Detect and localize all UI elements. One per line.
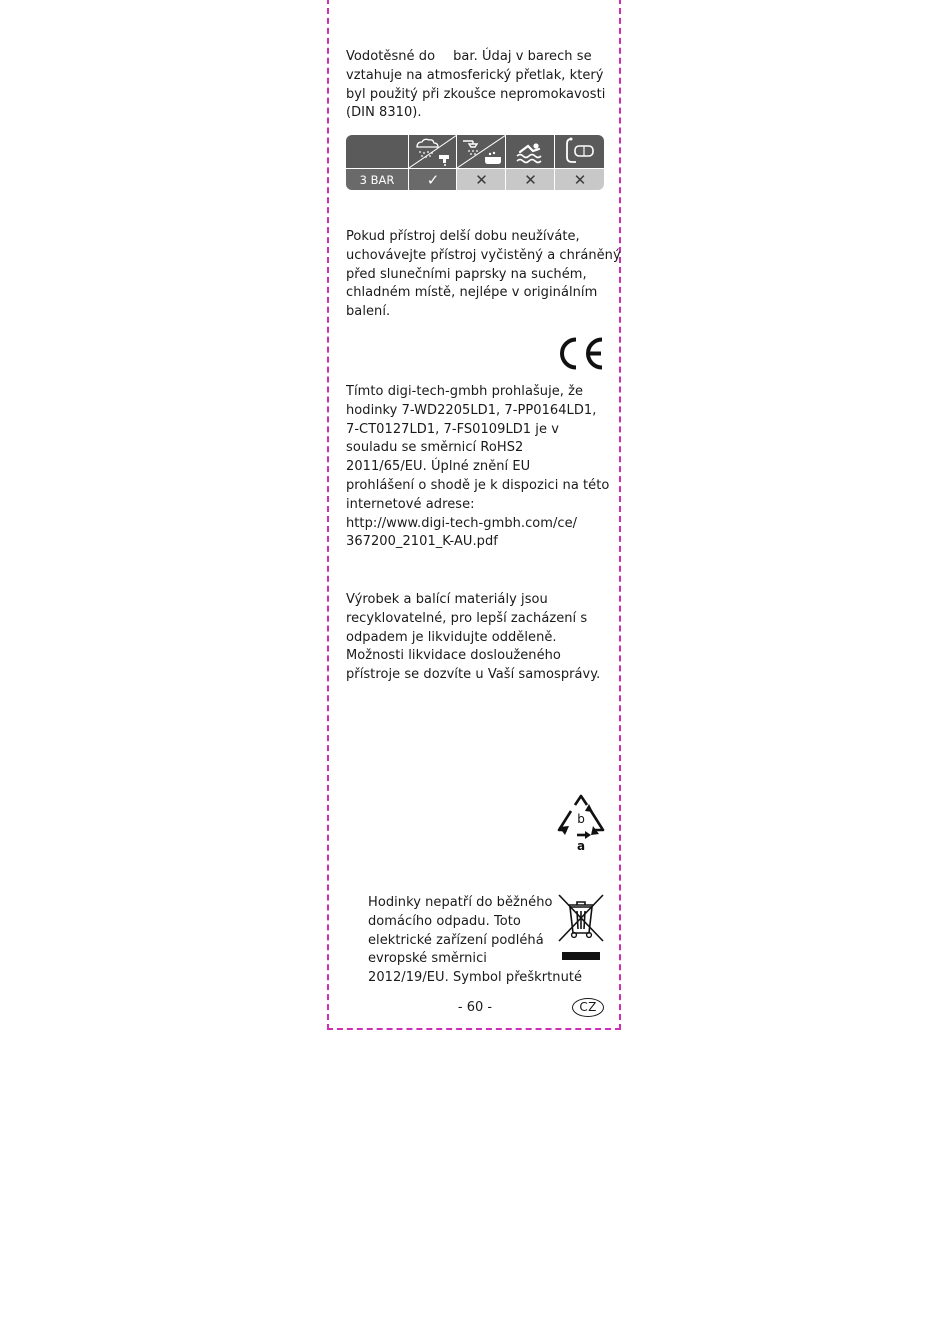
text-line: (DIN 8310). bbox=[346, 105, 422, 121]
text-line: Možnosti likvidace doslouženého bbox=[346, 648, 561, 664]
text-line: vztahuje na atmosferický přetlak, který bbox=[346, 67, 604, 83]
snorkel-icon bbox=[554, 135, 605, 168]
conformity-url: http://www.digi-tech-gmbh.com/ce/ bbox=[346, 515, 578, 531]
text-line: evropské směrnici bbox=[368, 951, 487, 967]
text-line: internetové adrese: bbox=[346, 496, 475, 512]
cross-icon: ✕ bbox=[456, 169, 506, 190]
table-result-row bbox=[346, 169, 604, 190]
text-line: 2012/19/EU. Symbol přeškrtnuté bbox=[368, 970, 583, 986]
shower-bath-icon bbox=[456, 135, 506, 168]
cross-icon: ✕ bbox=[505, 169, 555, 190]
text-line: chladném místě, nejlépe v originálním bbox=[346, 285, 598, 301]
text-line: domácího odpadu. Toto bbox=[368, 913, 521, 929]
text-line: 2011/65/EU. Úplné znění EU bbox=[346, 459, 531, 475]
text-line: prohlášení o shodě je k dispozici na této bbox=[346, 477, 610, 493]
language-badge: CZ bbox=[572, 998, 604, 1017]
recycle-code-b: b bbox=[577, 812, 585, 826]
conformity-url-file: 367200_2101_K-AU.pdf bbox=[346, 534, 498, 550]
text-line: byl použitý při zkoušce nepromokavosti bbox=[346, 86, 606, 102]
rain-splash-icon bbox=[408, 135, 457, 168]
conformity-text bbox=[346, 383, 610, 552]
text-line: souladu se směrnicí RoHS2 bbox=[346, 440, 524, 456]
ce-mark-icon bbox=[557, 337, 605, 370]
text-line: Tímto digi-tech-gmbh prohlašuje, že bbox=[346, 384, 584, 399]
text-line: Vodotěsné do bbox=[346, 49, 436, 64]
text-line: bar. Údaj v barech se bbox=[453, 49, 592, 64]
page-number: - 60 - bbox=[457, 1000, 493, 1015]
text-line: Hodinky nepatří do běžného bbox=[368, 895, 553, 910]
header-empty-cell bbox=[346, 135, 408, 168]
text-line: Výrobek a balící materiály jsou bbox=[346, 592, 548, 607]
recycle-code-a: a bbox=[576, 839, 586, 853]
swimming-icon bbox=[505, 135, 555, 168]
text-line: před slunečními paprsky na suchém, bbox=[346, 266, 587, 282]
storage-text bbox=[346, 228, 621, 322]
text-line: 7-CT0127LD1, 7-FS0109LD1 je v bbox=[346, 421, 559, 437]
text-line: uchovávejte přístroj vyčistěný a chráněný bbox=[346, 247, 621, 263]
recycling-text bbox=[346, 591, 606, 685]
rating-label: 3 BAR bbox=[346, 169, 408, 190]
water-resistance-text bbox=[346, 48, 606, 123]
text-line: přístroje se dozvíte u Vaší samosprávy. bbox=[346, 667, 601, 683]
text-line: hodinky 7-WD2205LD1, 7-PP0164LD1, bbox=[346, 402, 597, 418]
table-header bbox=[346, 135, 604, 168]
cross-icon: ✕ bbox=[554, 169, 605, 190]
text-line: balení. bbox=[346, 304, 391, 320]
text-line: odpadem je likvidujte odděleně. bbox=[346, 629, 557, 645]
text-line: elektrické zařízení podléhá bbox=[368, 932, 544, 948]
text-line: Pokud přístroj delší dobu neužíváte, bbox=[346, 229, 580, 244]
crossed-bin-icon bbox=[557, 893, 605, 963]
water-resistance-table bbox=[346, 135, 604, 190]
check-icon: ✓ bbox=[408, 169, 457, 190]
text-line: recyklovatelné, pro lepší zacházení s bbox=[346, 610, 588, 626]
recycle-icon bbox=[555, 793, 607, 853]
